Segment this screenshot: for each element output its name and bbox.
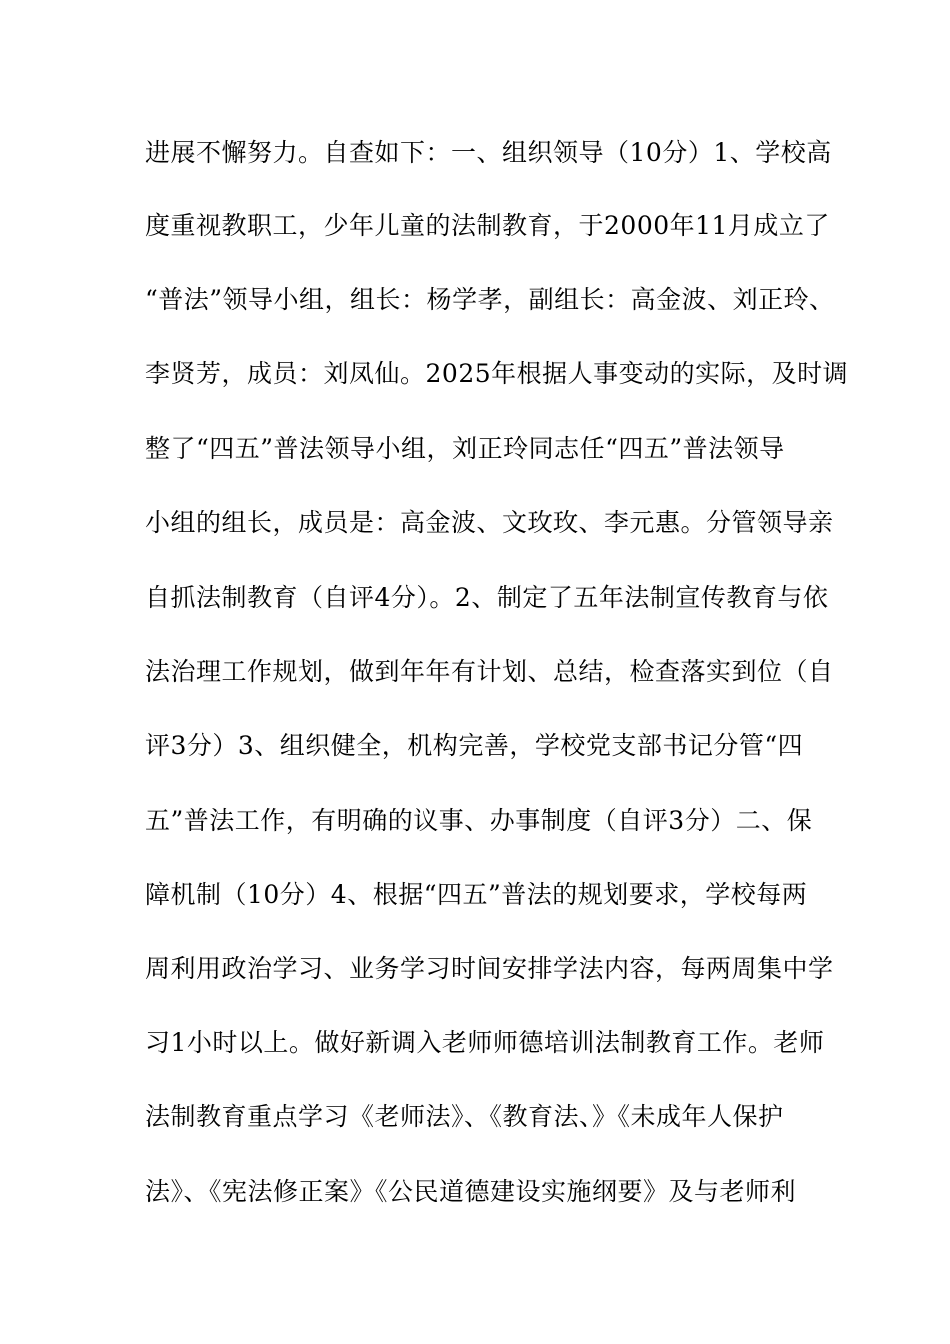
text-line-13: 习1小时以上。做好新调入老师师德培训法制教育工作。老师: [145, 1028, 825, 1057]
text-line-10: 五”普法工作，有明确的议事、办事制度（自评3分）二、保: [145, 806, 813, 835]
text-line-2: 度重视教职工，少年儿童的法制教育，于2000年11月成立了: [145, 211, 830, 240]
text-line-4: 李贤芳，成员：刘凤仙。2025年根据人事变动的实际，及时调: [145, 359, 849, 388]
text-line-11: 障机制（10分）4、根据“四五”普法的规划要求，学校每两: [145, 880, 808, 909]
text-line-9: 评3分）3、组织健全，机构完善，学校党支部书记分管“四: [145, 731, 804, 760]
text-line-15: 法》、《宪法修正案》《公民道德建设实施纲要》及与老师利: [145, 1177, 797, 1206]
text-line-8: 法治理工作规划，做到年年有计划、总结，检查落实到位（自: [145, 657, 834, 686]
text-line-7: 自抓法制教育（自评4分）。2、制定了五年法制宣传教育与依: [145, 583, 829, 612]
text-line-6: 小组的组长，成员是：高金波、文玫玫、李元惠。分管领导亲: [145, 508, 834, 537]
text-line-3: “普法”领导小组，组长：杨学孝，副组长：高金波、刘正玲、: [145, 285, 835, 314]
text-line-5: 整了“四五”普法领导小组，刘正玲同志任“四五”普法领导: [145, 434, 785, 463]
text-line-1: 进展不懈努力。自查如下：一、组织领导（10分）1、学校高: [145, 138, 832, 167]
text-line-12: 周利用政治学习、业务学习时间安排学法内容，每两周集中学: [145, 954, 834, 983]
text-line-14: 法制教育重点学习《老师法》、《教育法、》《未成年人保护: [145, 1102, 784, 1131]
